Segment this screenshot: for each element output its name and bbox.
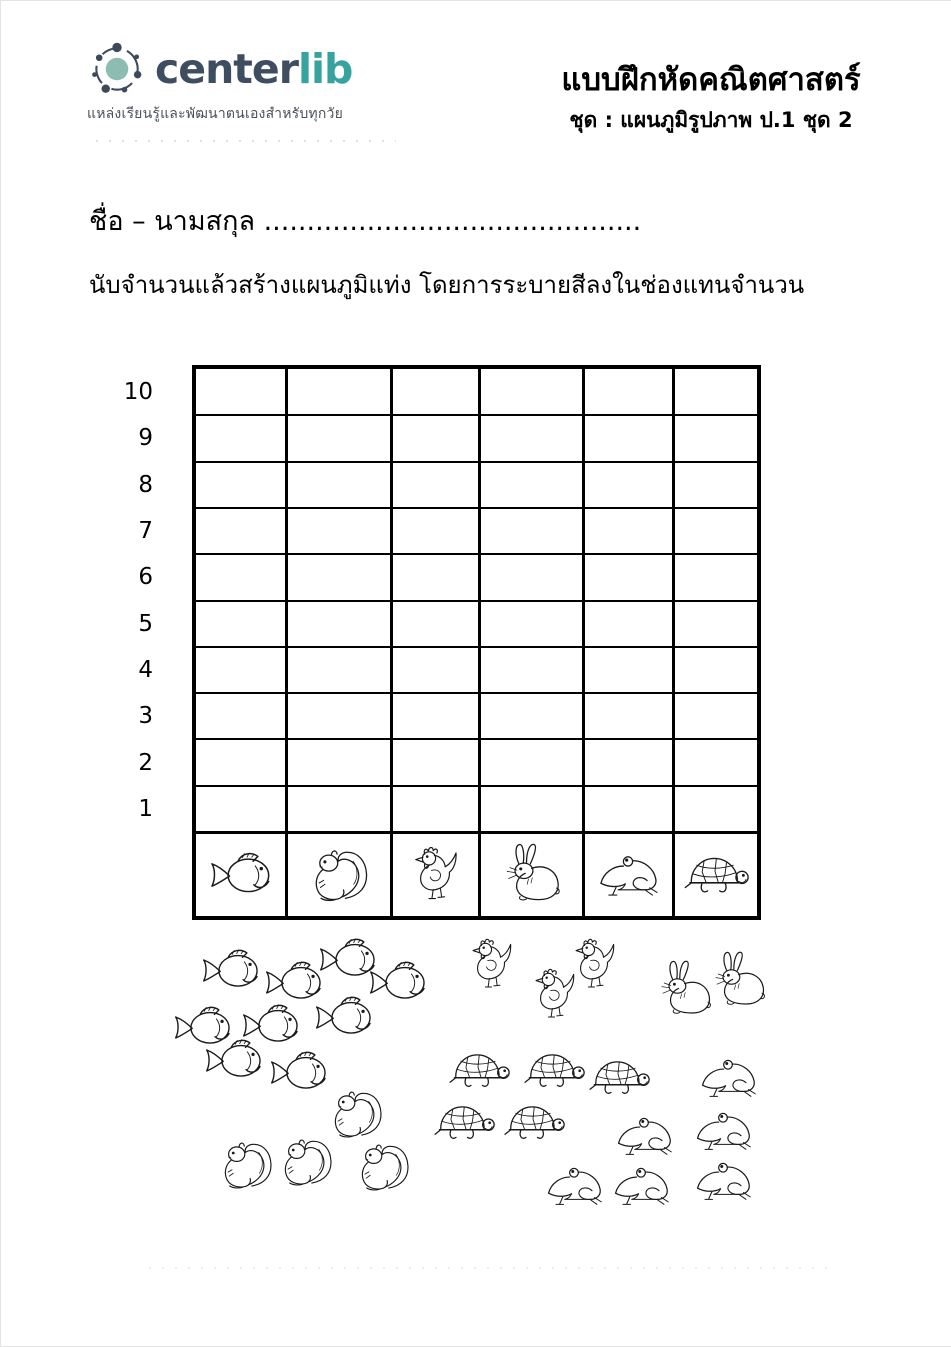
name-dotted-line: ............................................	[263, 206, 642, 237]
grid-cell[interactable]	[393, 371, 477, 413]
grid-cell[interactable]	[198, 649, 284, 691]
grid-cell[interactable]	[481, 603, 581, 645]
turtle-sprite	[521, 1046, 585, 1093]
grid-cell[interactable]	[675, 788, 755, 830]
row-label: 6	[138, 564, 153, 591]
grid-cell[interactable]	[481, 510, 581, 552]
sheet-header	[516, 63, 906, 137]
frog-sprite	[610, 1162, 672, 1207]
grid-cell[interactable]	[288, 371, 389, 413]
row-label: 4	[138, 656, 153, 683]
squirrel-sprite	[277, 1132, 335, 1190]
grid-cell[interactable]	[481, 741, 581, 783]
row-label: 9	[138, 425, 153, 452]
rabbit-sprite	[708, 950, 768, 1010]
chicken-sprite	[566, 936, 622, 992]
grid-horizontal-line	[196, 785, 757, 787]
chicken-column-icon	[405, 844, 465, 904]
grid-cell[interactable]	[585, 417, 671, 459]
row-label: 8	[138, 471, 153, 498]
grid-cell[interactable]	[393, 510, 477, 552]
grid-cell[interactable]	[585, 603, 671, 645]
wordmark-lib: lib	[297, 44, 353, 93]
row-label: 1	[138, 795, 153, 822]
sheet-title: แบบฝึกหัดคณิตศาสตร์	[561, 62, 861, 98]
grid-cell[interactable]	[288, 556, 389, 598]
grid-cell[interactable]	[288, 695, 389, 737]
grid-cell[interactable]	[585, 371, 671, 413]
fish-sprite	[267, 1048, 331, 1095]
grid-cell[interactable]	[585, 464, 671, 506]
grid-cell[interactable]	[481, 371, 581, 413]
grid-cell[interactable]	[198, 510, 284, 552]
frog-column-icon	[595, 850, 661, 898]
grid-cell[interactable]	[198, 695, 284, 737]
grid-cell[interactable]	[675, 649, 755, 691]
grid-cell[interactable]	[198, 417, 284, 459]
rabbit-sprite	[654, 959, 714, 1019]
squirrel-sprite	[354, 1137, 412, 1195]
grid-horizontal-line	[196, 600, 757, 602]
grid-cell[interactable]	[393, 556, 477, 598]
grid-horizontal-line	[196, 414, 757, 416]
name-label: ชื่อ – นามสกุล	[89, 206, 255, 237]
grid-cell[interactable]	[288, 788, 389, 830]
grid-cell[interactable]	[481, 695, 581, 737]
grid-cell[interactable]	[393, 695, 477, 737]
sheet-subtitle: ชุด : แผนภูมิรูปภาพ ป.1 ชุด 2	[569, 107, 853, 132]
turtle-sprite	[431, 1098, 495, 1145]
grid-cell[interactable]	[198, 371, 284, 413]
row-label: 5	[138, 610, 153, 637]
wordmark-center: center	[155, 44, 298, 93]
instruction-text: นับจำนวนแล้วสร้างแผนภูมิแท่ง โดยการระบายสีลงในช่องแทนจำนวน	[89, 271, 805, 299]
grid-horizontal-line	[196, 553, 757, 555]
grid-cell[interactable]	[481, 788, 581, 830]
grid-cell[interactable]	[675, 603, 755, 645]
logo-tagline: แหล่งเรียนรู้และพัฒนาตนเองสำหรับทุกวัย	[87, 106, 343, 122]
grid-cell[interactable]	[585, 788, 671, 830]
grid-cell[interactable]	[288, 741, 389, 783]
grid-cell[interactable]	[585, 510, 671, 552]
fish-sprite	[199, 946, 263, 993]
grid-cell[interactable]	[393, 741, 477, 783]
frog-sprite	[692, 1107, 754, 1152]
centerlib-logo	[87, 39, 387, 125]
grid-cell[interactable]	[393, 649, 477, 691]
grid-cell[interactable]	[198, 464, 284, 506]
rabbit-column-icon	[499, 842, 563, 906]
row-label: 2	[138, 749, 153, 776]
frog-sprite	[543, 1162, 605, 1207]
squirrel-column-icon	[307, 842, 371, 906]
turtle-column-icon	[681, 849, 749, 899]
grid-horizontal-line	[196, 507, 757, 509]
grid-cell[interactable]	[675, 510, 755, 552]
grid-cell[interactable]	[585, 556, 671, 598]
grid-cell[interactable]	[481, 649, 581, 691]
grid-horizontal-line	[196, 738, 757, 740]
grid-cell[interactable]	[393, 788, 477, 830]
grid-cell[interactable]	[585, 695, 671, 737]
grid-cell[interactable]	[288, 464, 389, 506]
faint-print-artifact-bottom	[149, 1267, 837, 1269]
grid-cell[interactable]	[198, 788, 284, 830]
grid-cell[interactable]	[288, 603, 389, 645]
grid-cell[interactable]	[288, 417, 389, 459]
row-label: 3	[138, 703, 153, 730]
centerlib-wordmark	[155, 44, 353, 93]
turtle-sprite	[446, 1046, 510, 1093]
name-line	[89, 199, 641, 242]
grid-horizontal-line	[196, 692, 757, 694]
chicken-sprite	[463, 936, 519, 992]
frog-sprite	[692, 1157, 754, 1202]
grid-cell[interactable]	[393, 464, 477, 506]
turtle-sprite	[586, 1053, 650, 1100]
squirrel-sprite	[327, 1084, 385, 1142]
fish-sprite	[202, 1036, 266, 1083]
grid-cell[interactable]	[481, 556, 581, 598]
grid-cell[interactable]	[675, 417, 755, 459]
row-label: 7	[138, 518, 153, 545]
grid-cell[interactable]	[675, 556, 755, 598]
frog-sprite	[697, 1054, 759, 1099]
grid-cell[interactable]	[198, 741, 284, 783]
grid-cell[interactable]	[288, 649, 389, 691]
grid-cell[interactable]	[585, 741, 671, 783]
grid-cell[interactable]	[393, 417, 477, 459]
fish-sprite	[312, 993, 376, 1040]
frog-sprite	[613, 1112, 675, 1157]
turtle-sprite	[501, 1098, 565, 1145]
fish-column-icon	[207, 849, 275, 899]
grid-cell[interactable]	[675, 464, 755, 506]
row-label: 10	[123, 379, 153, 406]
grid-cell[interactable]	[288, 510, 389, 552]
grid-horizontal-line	[196, 461, 757, 463]
grid-cell[interactable]	[481, 417, 581, 459]
grid-cell[interactable]	[481, 464, 581, 506]
grid-cell[interactable]	[198, 556, 284, 598]
grid-cell[interactable]	[675, 695, 755, 737]
grid-cell[interactable]	[198, 603, 284, 645]
grid-horizontal-line	[196, 646, 757, 648]
grid-cell[interactable]	[675, 371, 755, 413]
squirrel-sprite	[217, 1135, 275, 1193]
grid-cell[interactable]	[675, 741, 755, 783]
faint-print-artifact-top	[96, 140, 396, 142]
grid-cell[interactable]	[585, 649, 671, 691]
grid-horizontal-line	[196, 831, 757, 834]
centerlib-logo-icon	[87, 39, 147, 99]
grid-cell[interactable]	[393, 603, 477, 645]
